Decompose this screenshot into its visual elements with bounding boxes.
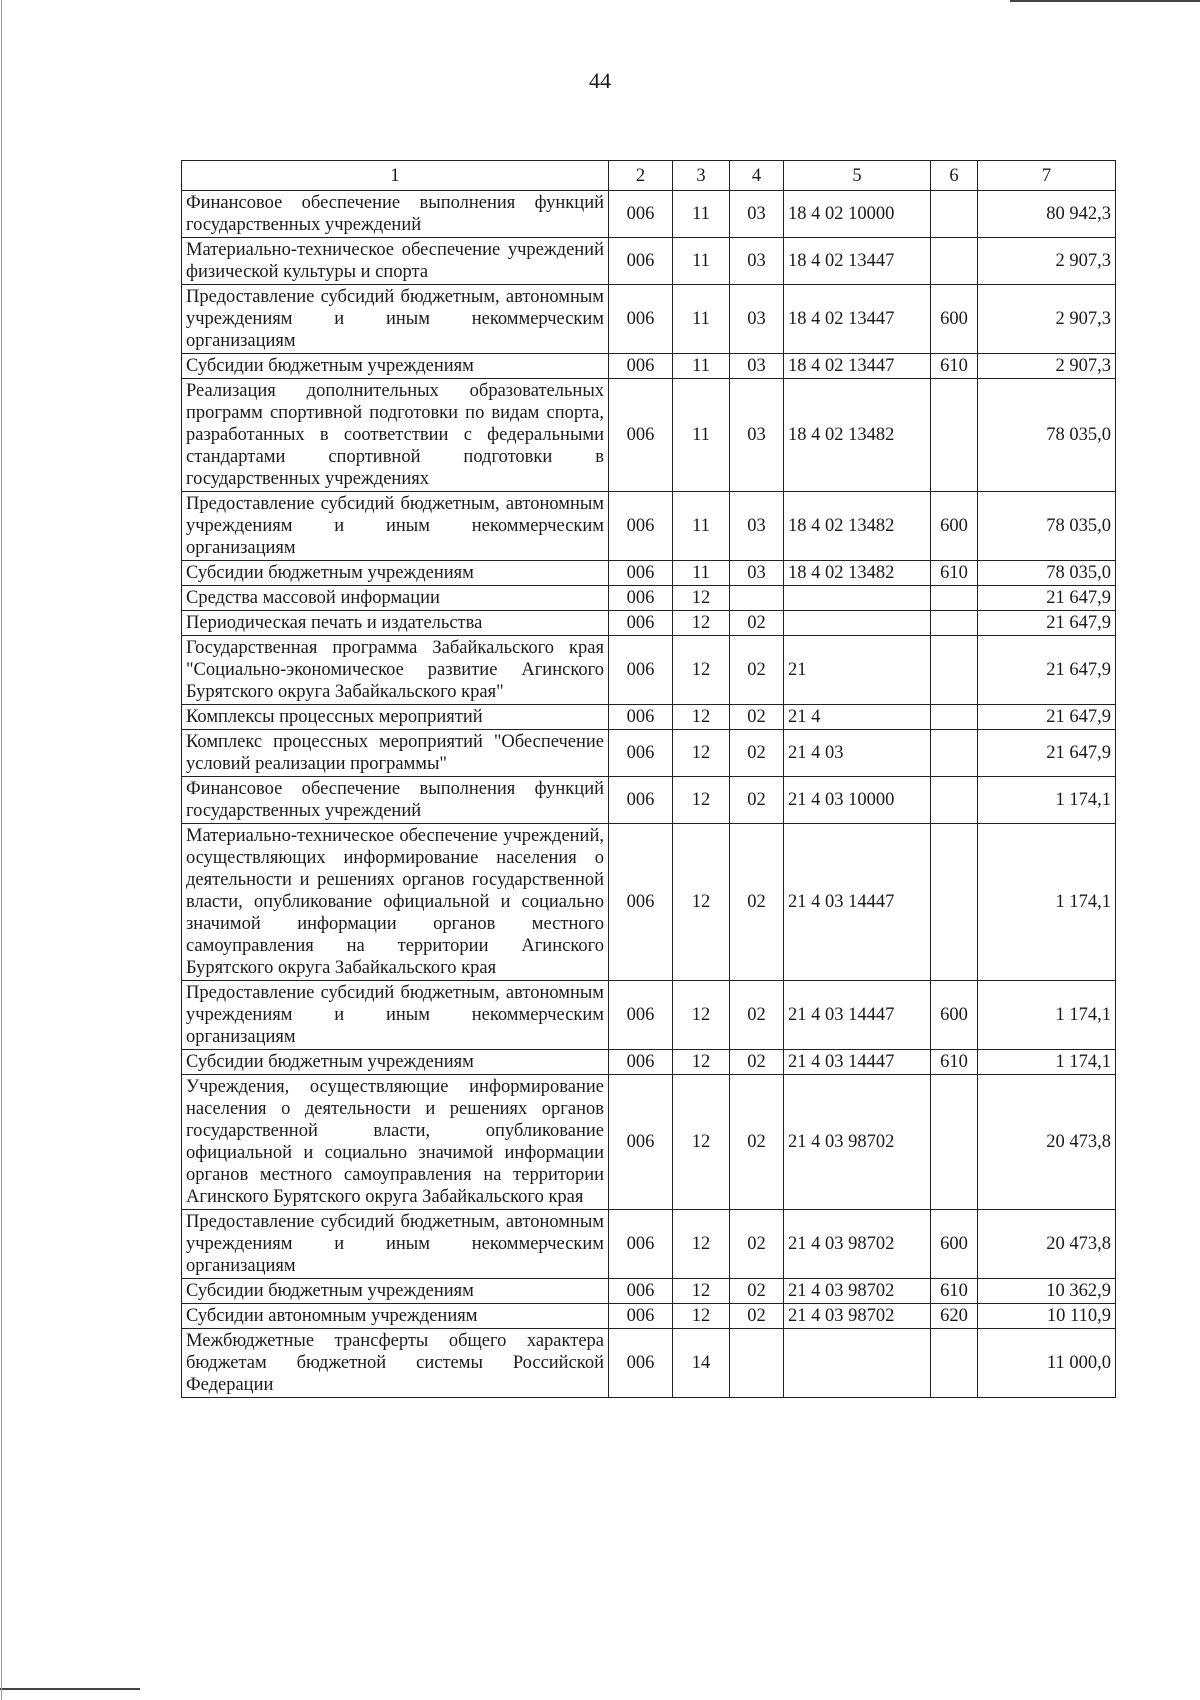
row-col6-cell [931,777,978,824]
row-col6-cell [931,636,978,705]
table-row [182,379,1116,492]
row-col3-cell: 11 [673,492,730,561]
row-col2-cell: 006 [609,611,673,636]
row-col7-cell: 78 035,0 [978,492,1116,561]
row-name-cell: Субсидии бюджетным учреждениям [182,561,609,586]
row-col6-cell: 600 [931,1210,978,1279]
row-col2-cell: 006 [609,1050,673,1075]
row-col5-cell: 21 4 03 14447 [784,981,931,1050]
row-col7-cell: 78 035,0 [978,379,1116,492]
table-row [182,611,1116,636]
row-col2-cell: 006 [609,379,673,492]
row-col3-cell: 12 [673,981,730,1050]
table-header [182,161,1116,191]
row-col7-cell: 10 110,9 [978,1304,1116,1329]
row-col4-cell: 02 [730,777,784,824]
row-col3-cell: 12 [673,705,730,730]
header-col-6: 6 [931,161,978,191]
row-col3-cell: 12 [673,1210,730,1279]
header-row [182,161,1116,191]
row-col6-cell: 620 [931,1304,978,1329]
scan-edge-left [1,0,2,1700]
row-name-cell: Предоставление субсидий бюджетным, автономным учреждениям и иным некоммерческим организациям [182,285,609,354]
row-name-cell: Материально-техническое обеспечение учреждений физической культуры и спорта [182,238,609,285]
row-col3-cell: 12 [673,611,730,636]
scan-edge-top-right [1010,0,1200,2]
row-col7-cell: 2 907,3 [978,285,1116,354]
row-col3-cell: 11 [673,238,730,285]
row-col4-cell: 03 [730,561,784,586]
row-col5-cell: 21 4 03 10000 [784,777,931,824]
row-col4-cell: 02 [730,1075,784,1210]
row-col4-cell: 02 [730,1210,784,1279]
row-col5-cell: 21 [784,636,931,705]
row-col4-cell: 02 [730,1304,784,1329]
table-body [182,191,1116,1398]
table-row [182,824,1116,981]
row-col4-cell: 02 [730,611,784,636]
row-name-cell: Предоставление субсидий бюджетным, автономным учреждениям и иным некоммерческим организациям [182,1210,609,1279]
row-col5-cell: 18 4 02 13447 [784,285,931,354]
row-name-cell: Финансовое обеспечение выполнения функций государственных учреждений [182,777,609,824]
row-col6-cell [931,730,978,777]
row-col6-cell: 610 [931,354,978,379]
table-row [182,191,1116,238]
table-row [182,777,1116,824]
row-name-cell: Финансовое обеспечение выполнения функций государственных учреждений [182,191,609,238]
row-col2-cell: 006 [609,191,673,238]
row-col3-cell: 12 [673,730,730,777]
row-col3-cell: 12 [673,636,730,705]
row-col4-cell: 03 [730,191,784,238]
row-col7-cell: 1 174,1 [978,1050,1116,1075]
row-col6-cell: 610 [931,561,978,586]
row-col2-cell: 006 [609,492,673,561]
row-col5-cell: 21 4 03 14447 [784,824,931,981]
row-col7-cell: 1 174,1 [978,824,1116,981]
row-col7-cell: 21 647,9 [978,586,1116,611]
row-col6-cell [931,191,978,238]
row-col5-cell: 18 4 02 10000 [784,191,931,238]
row-col4-cell: 03 [730,285,784,354]
row-col5-cell: 21 4 03 98702 [784,1304,931,1329]
row-col5-cell: 21 4 03 98702 [784,1075,931,1210]
row-col6-cell: 600 [931,285,978,354]
row-col5-cell: 18 4 02 13482 [784,379,931,492]
row-col4-cell: 02 [730,1279,784,1304]
row-col7-cell: 80 942,3 [978,191,1116,238]
table-row [182,1210,1116,1279]
row-col6-cell: 610 [931,1279,978,1304]
row-col5-cell: 21 4 03 [784,730,931,777]
row-name-cell: Периодическая печать и издательства [182,611,609,636]
table-row [182,1304,1116,1329]
row-col5-cell: 21 4 [784,705,931,730]
row-col7-cell: 10 362,9 [978,1279,1116,1304]
row-col2-cell: 006 [609,1279,673,1304]
row-col2-cell: 006 [609,730,673,777]
row-col7-cell: 21 647,9 [978,705,1116,730]
row-col4-cell: 03 [730,238,784,285]
row-col3-cell: 11 [673,379,730,492]
row-name-cell: Субсидии автономным учреждениям [182,1304,609,1329]
header-col-3: 3 [673,161,730,191]
row-col6-cell: 600 [931,492,978,561]
row-col5-cell: 21 4 03 98702 [784,1210,931,1279]
row-col2-cell: 006 [609,561,673,586]
row-col7-cell: 2 907,3 [978,238,1116,285]
table-row [182,1329,1116,1398]
row-name-cell: Комплекс процессных мероприятий "Обеспечение условий реализации программы" [182,730,609,777]
row-col4-cell: 03 [730,379,784,492]
row-col7-cell: 20 473,8 [978,1075,1116,1210]
row-col2-cell: 006 [609,354,673,379]
row-col3-cell: 12 [673,1279,730,1304]
row-col6-cell [931,586,978,611]
row-col4-cell [730,586,784,611]
row-col7-cell: 20 473,8 [978,1210,1116,1279]
row-col7-cell: 11 000,0 [978,1329,1116,1398]
row-col5-cell [784,586,931,611]
row-col6-cell [931,379,978,492]
row-col5-cell: 18 4 02 13482 [784,492,931,561]
row-col6-cell [931,611,978,636]
row-col2-cell: 006 [609,981,673,1050]
row-name-cell: Реализация дополнительных образовательных программ спортивной подготовки по видам спорта, разработанных в соответствии с федеральными стандартами спортивной подготовки в государственных учреждениях [182,379,609,492]
row-col2-cell: 006 [609,586,673,611]
row-col6-cell: 600 [931,981,978,1050]
row-col4-cell: 02 [730,1050,784,1075]
row-col3-cell: 12 [673,777,730,824]
table-row [182,354,1116,379]
row-col5-cell: 18 4 02 13447 [784,354,931,379]
row-col5-cell: 21 4 03 14447 [784,1050,931,1075]
row-col6-cell [931,238,978,285]
row-col6-cell [931,824,978,981]
header-col-7: 7 [978,161,1116,191]
row-col4-cell: 03 [730,354,784,379]
table-row [182,730,1116,777]
row-col2-cell: 006 [609,777,673,824]
row-col7-cell: 2 907,3 [978,354,1116,379]
table-row [182,285,1116,354]
header-col-2: 2 [609,161,673,191]
row-col7-cell: 21 647,9 [978,730,1116,777]
row-col7-cell: 1 174,1 [978,777,1116,824]
scan-edge-bottom-left [0,1688,140,1690]
row-col4-cell [730,1329,784,1398]
header-col-5: 5 [784,161,931,191]
row-col3-cell: 11 [673,285,730,354]
row-col6-cell [931,1075,978,1210]
row-name-cell: Межбюджетные трансферты общего характера бюджетам бюджетной системы Российской Федерации [182,1329,609,1398]
row-col7-cell: 1 174,1 [978,981,1116,1050]
row-col3-cell: 14 [673,1329,730,1398]
row-col7-cell: 21 647,9 [978,611,1116,636]
row-col3-cell: 11 [673,354,730,379]
budget-table [181,160,1116,1398]
table-row [182,705,1116,730]
page-number: 44 [589,68,611,93]
header-col-4: 4 [730,161,784,191]
row-col6-cell [931,705,978,730]
table-row [182,1075,1116,1210]
header-col-1: 1 [182,161,609,191]
row-name-cell: Предоставление субсидий бюджетным, автономным учреждениям и иным некоммерческим организациям [182,981,609,1050]
row-col2-cell: 006 [609,238,673,285]
row-col3-cell: 12 [673,586,730,611]
row-name-cell: Средства массовой информации [182,586,609,611]
row-col3-cell: 12 [673,824,730,981]
row-name-cell: Субсидии бюджетным учреждениям [182,1279,609,1304]
row-col5-cell: 21 4 03 98702 [784,1279,931,1304]
row-col5-cell [784,1329,931,1398]
row-col4-cell: 02 [730,705,784,730]
table-row [182,238,1116,285]
row-name-cell: Учреждения, осуществляющие информирование населения о деятельности и решениях органов государственной власти, опубликование официальной и социально значимой информации органов местного самоуправления на территории Агинского Бурятского округа Забайкальского края [182,1075,609,1210]
row-col3-cell: 12 [673,1075,730,1210]
row-col2-cell: 006 [609,1210,673,1279]
table-row [182,1279,1116,1304]
row-col6-cell [931,1329,978,1398]
row-col5-cell [784,611,931,636]
row-col3-cell: 11 [673,561,730,586]
row-col3-cell: 12 [673,1304,730,1329]
row-col2-cell: 006 [609,1304,673,1329]
row-col4-cell: 02 [730,636,784,705]
row-name-cell: Субсидии бюджетным учреждениям [182,354,609,379]
row-col6-cell: 610 [931,1050,978,1075]
table-row [182,981,1116,1050]
row-col4-cell: 02 [730,824,784,981]
row-col4-cell: 02 [730,981,784,1050]
row-col2-cell: 006 [609,705,673,730]
row-col5-cell: 18 4 02 13447 [784,238,931,285]
row-name-cell: Комплексы процессных мероприятий [182,705,609,730]
table-row [182,586,1116,611]
table-row [182,561,1116,586]
row-col7-cell: 21 647,9 [978,636,1116,705]
row-name-cell: Государственная программа Забайкальского края "Социально-экономическое развитие Агинского Бурятского округа Забайкальского края" [182,636,609,705]
row-col2-cell: 006 [609,285,673,354]
row-col4-cell: 03 [730,492,784,561]
row-name-cell: Материально-техническое обеспечение учреждений, осуществляющих информирование населения о деятельности и решениях органов государственной власти, опубликование официальной и социально значимой информации органов местного самоуправления на территории Агинского Бурятского округа Забайкальского края [182,824,609,981]
table-row [182,1050,1116,1075]
row-col2-cell: 006 [609,636,673,705]
table-row [182,492,1116,561]
row-col4-cell: 02 [730,730,784,777]
row-col2-cell: 006 [609,824,673,981]
row-col3-cell: 12 [673,1050,730,1075]
row-name-cell: Предоставление субсидий бюджетным, автономным учреждениям и иным некоммерческим организациям [182,492,609,561]
row-col2-cell: 006 [609,1075,673,1210]
row-col5-cell: 18 4 02 13482 [784,561,931,586]
row-col2-cell: 006 [609,1329,673,1398]
row-name-cell: Субсидии бюджетным учреждениям [182,1050,609,1075]
row-col7-cell: 78 035,0 [978,561,1116,586]
table-row [182,636,1116,705]
row-col3-cell: 11 [673,191,730,238]
